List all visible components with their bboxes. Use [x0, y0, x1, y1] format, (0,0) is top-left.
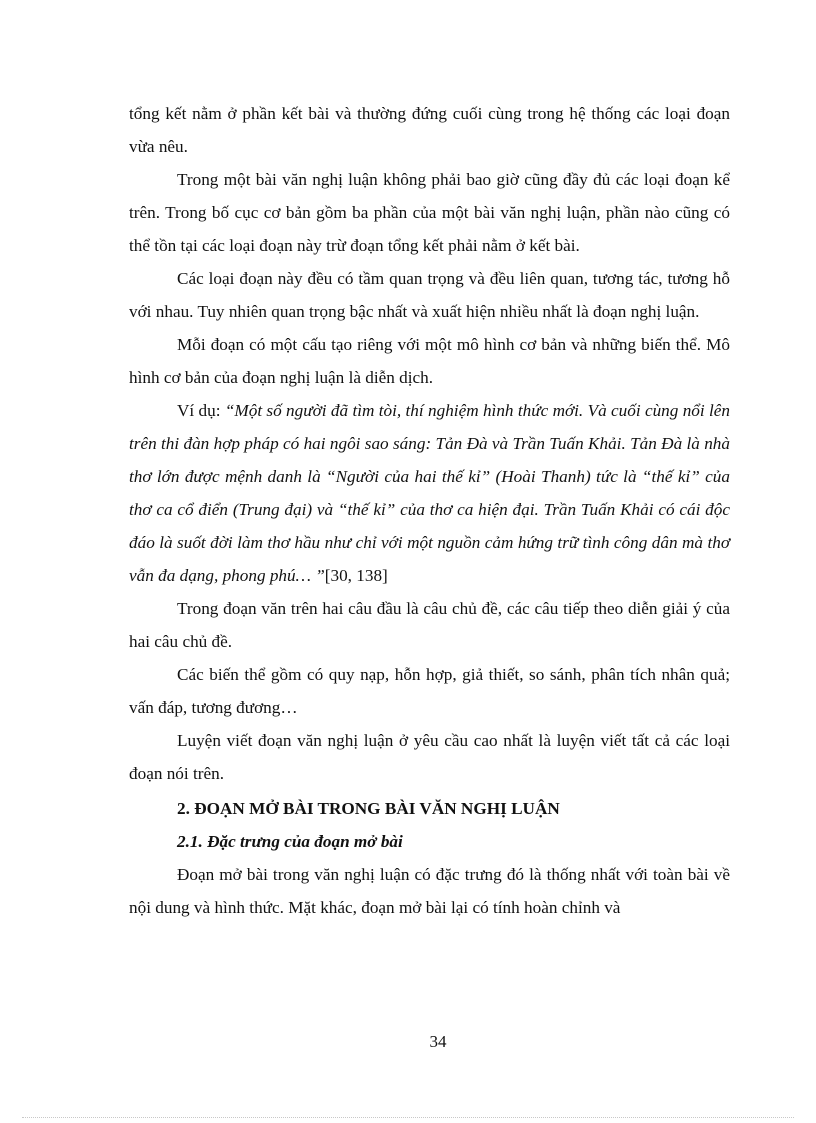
- example-lead: Ví dụ:: [177, 401, 225, 420]
- section-heading: 2. ĐOẠN MỞ BÀI TRONG BÀI VĂN NGHỊ LUẬN: [177, 799, 560, 818]
- example-paragraph: [129, 394, 730, 592]
- paragraph: Các loại đoạn này đều có tầm quan trọng và đều liên quan, tương tác, tương hỗ với nhau. Tuy nhiên quan trọng bậc nhất và xuất hiện nhiều nhất là đoạn nghị luận.: [129, 269, 730, 321]
- paragraph: Đoạn mở bài trong văn nghị luận có đặc trưng đó là thống nhất với toàn bài về nội dung và hình thức. Mặt khác, đoạn mở bài lại có tính hoàn chỉnh và: [129, 865, 730, 917]
- document-page: [129, 97, 730, 924]
- paragraph: Trong một bài văn nghị luận không phải bao giờ cũng đầy đủ các loại đoạn kể trên. Trong bố cục cơ bản gồm ba phần của một bài văn nghị luận, phần nào cũng có thể tồn tại các loại đoạn này trừ đoạn tổng kết phải nằm ở kết bài.: [129, 170, 730, 255]
- paragraph: Trong đoạn văn trên hai câu đầu là câu chủ đề, các câu tiếp theo diễn giải ý của hai câu chủ đề.: [129, 599, 730, 651]
- page-bottom-divider: [22, 1117, 794, 1118]
- page-number: 34: [429, 1032, 447, 1051]
- subsection-heading: 2.1. Đặc trưng của đoạn mở bài: [177, 832, 403, 851]
- example-quote: “Một số người đã tìm tòi, thí nghiệm hình thức mới. Và cuối cùng nổi lên trên thi đàn hợp pháp có hai ngôi sao sáng: Tản Đà và Trần Tuấn Khải. Tản Đà là nhà thơ lớn được mệnh danh là “Người của hai thế kỉ” (Hoài Thanh) tức là “thế kỉ” của thơ ca cổ điển (Trung đại) và “thế kỉ” của thơ ca hiện đại. Trần Tuấn Khải có cái độc đáo là suốt đời làm thơ hầu như chỉ với một nguồn cảm hứng trữ tình công dân mà thơ vẫn đa dạng, phong phú… ”: [129, 401, 730, 585]
- paragraph: Mỗi đoạn có một cấu tạo riêng với một mô hình cơ bản và những biến thể. Mô hình cơ bản của đoạn nghị luận là diễn dịch.: [129, 335, 730, 387]
- paragraph-continuation: tổng kết nằm ở phần kết bài và thường đứng cuối cùng trong hệ thống các loại đoạn vừa nêu.: [129, 104, 730, 156]
- citation: [30, 138]: [324, 566, 388, 585]
- paragraph: Các biến thể gồm có quy nạp, hỗn hợp, giả thiết, so sánh, phân tích nhân quả; vấn đáp, tương đương…: [129, 665, 730, 717]
- paragraph: Luyện viết đoạn văn nghị luận ở yêu cầu cao nhất là luyện viết tất cả các loại đoạn nói trên.: [129, 731, 730, 783]
